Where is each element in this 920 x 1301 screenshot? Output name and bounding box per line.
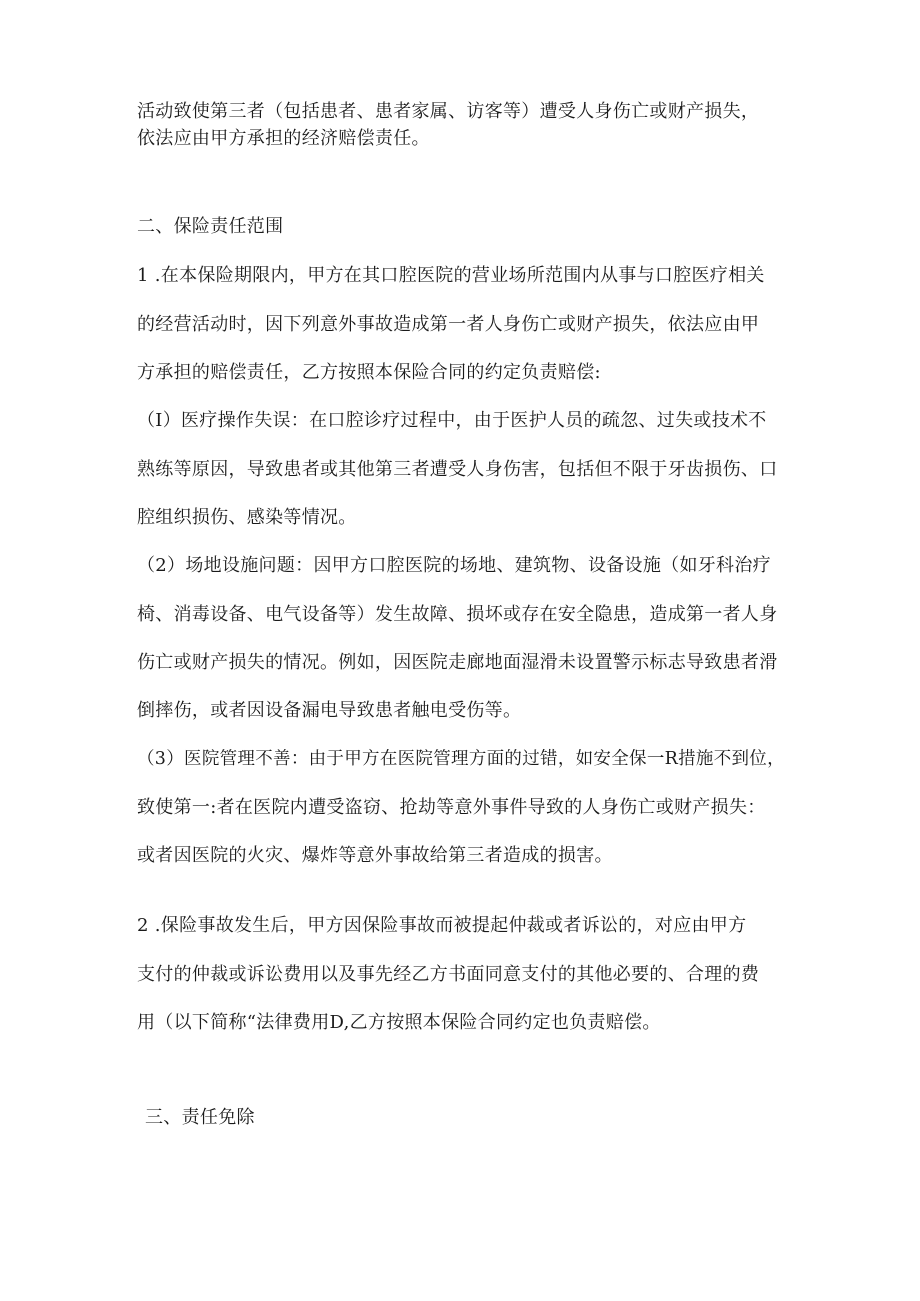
item-2-line-2: 椅、消毒设备、电气设备等）发生故障、损坏或存在安全隐患，造成第一者人身 [137, 604, 778, 625]
item-2-line-3: 伤亡或财产损失的情况。例如，因医院走廊地面湿滑未设置警示标志导致患者滑 [137, 652, 778, 673]
item-2-line-1: （2）场地设施问题：因甲方口腔医院的场地、建筑物、设备设施（如牙科治疗 [137, 555, 771, 576]
item-1-line-2: 熟练等原因，导致患者或其他第三者遭受人身伤害，包括但不限于牙齿损伤、口 [137, 459, 778, 480]
item-3-line-1: （3）医院管理不善：由于甲方在医院管理方面的过错，如安全保一R措施不到位， [137, 749, 785, 769]
item-3-line-2: 致使第一:者在医院内遭受盗窃、抢劫等意外事件导致的人身伤亡或财产损失： [137, 797, 766, 818]
item-1-line-1: （I）医疗操作失误：在口腔诊疗过程中，由于医护人员的疏忽、过失或技术不 [137, 410, 767, 431]
clause-2-line-1: 2 .保险事故发生后，甲方因保险事故而被提起仲裁或者诉讼的，对应由甲方 [137, 915, 747, 936]
item-1-line-3: 腔组织损伤、感染等情况。 [137, 507, 357, 528]
clause-1-line-1: 1 .在本保险期限内，甲方在其口腔医院的营业场所范围内从事与口腔医疗相关 [137, 265, 765, 286]
intro-line-2: 依法应由甲方承担的经济赔偿责任。 [137, 128, 430, 149]
section-heading-exclusions: 三、责任免除 [145, 1107, 255, 1128]
clause-1-line-2: 的经营活动时，因下列意外事故造成第一者人身伤亡或财产损失，依法应由甲 [137, 314, 760, 335]
clause-2-line-2: 支付的仲裁或诉讼费用以及事先经乙方书面同意支付的其他必要的、合理的费 [137, 964, 760, 985]
section-heading-responsibility-scope: 二、保险责任范围 [137, 216, 284, 237]
clause-2-line-3: 用（以下简称“法律费用D,乙方按照本保险合同约定也负责赔偿。 [137, 1012, 661, 1033]
item-3-line-3: 或者因医院的火灾、爆炸等意外事故给第三者造成的损害。 [137, 845, 613, 866]
clause-1-line-3: 方承担的赔偿责任，乙方按照本保险合同的约定负责赔偿: [137, 362, 601, 383]
item-2-line-4: 倒摔伤，或者因设备漏电导致患者触电受伤等。 [137, 700, 522, 721]
intro-line-1: 活动致使第三者（包括患者、患者家属、访客等）遭受人身伤亡或财产损失， [137, 101, 760, 122]
